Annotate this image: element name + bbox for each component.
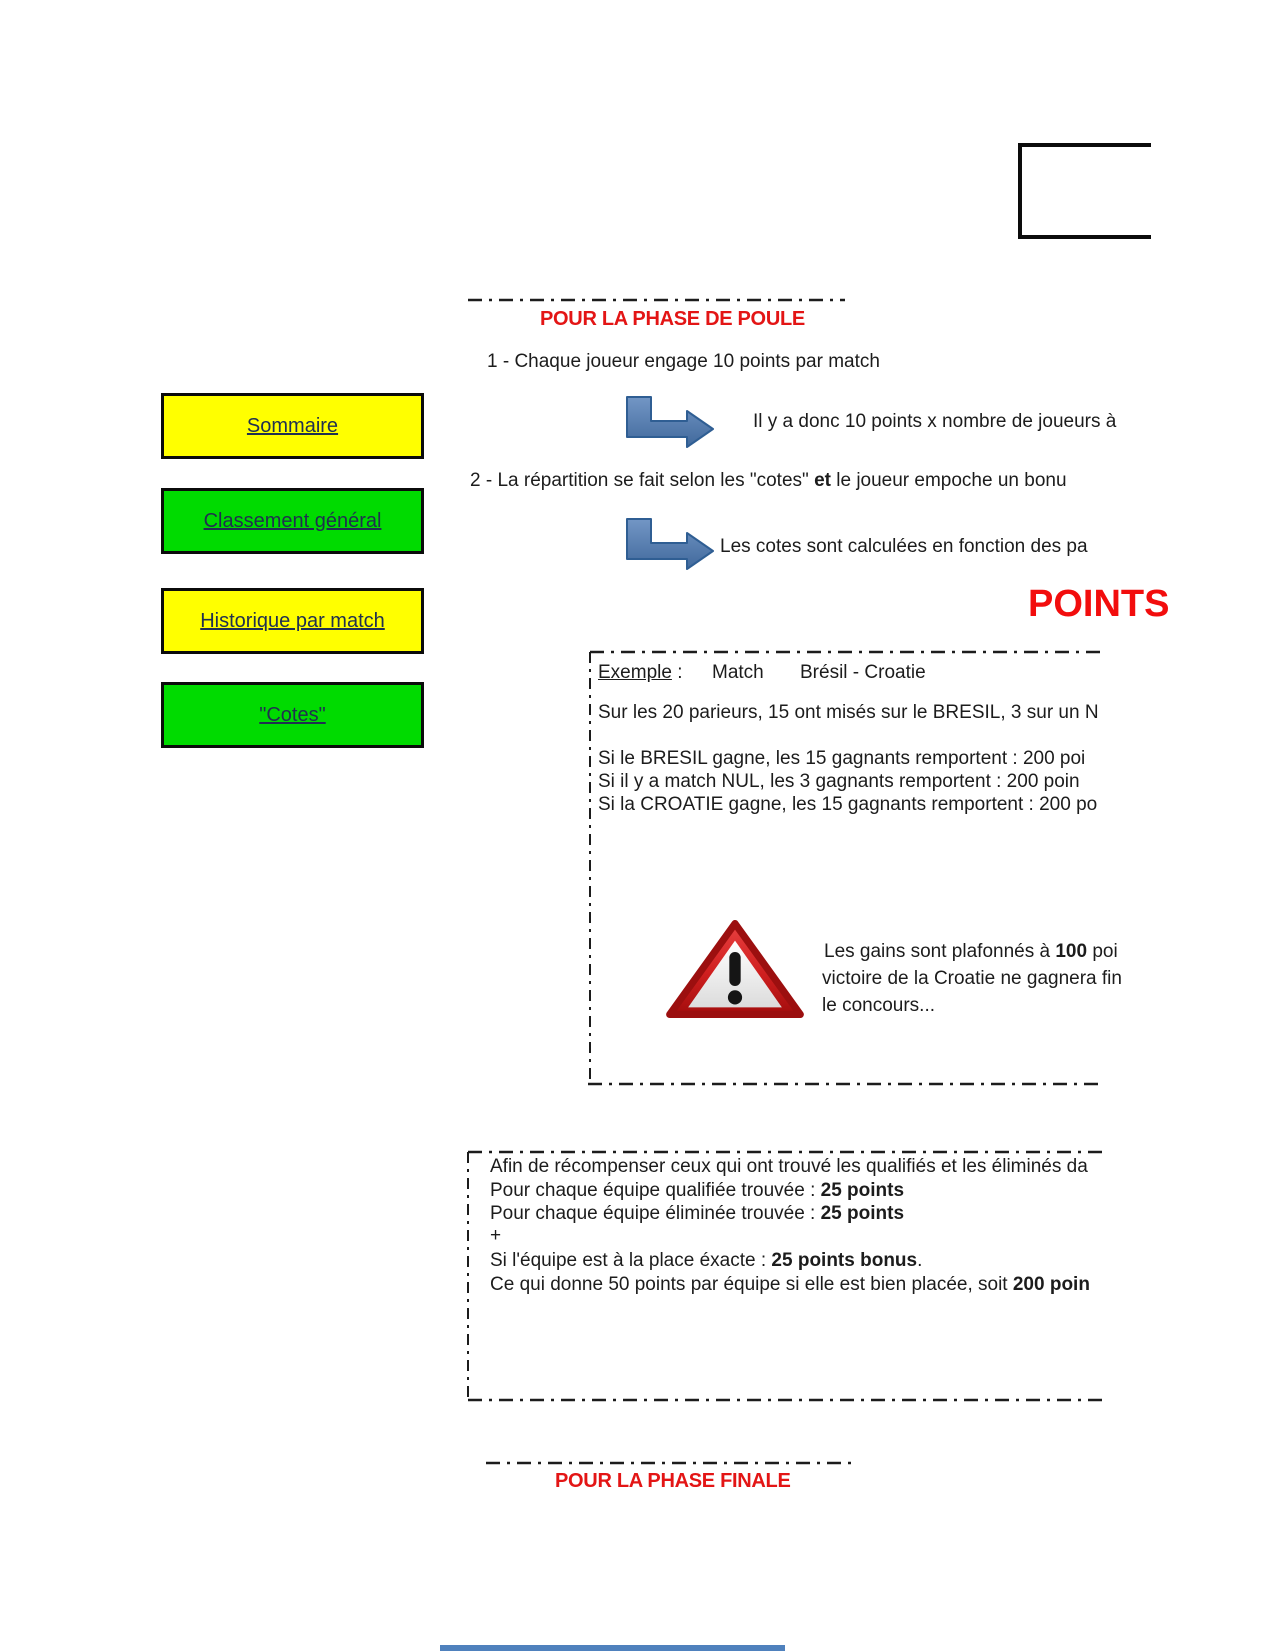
sidebar-button-cotes[interactable]	[161, 682, 424, 748]
cutoff-rectangle-shape	[1018, 143, 1151, 239]
sidebar-button-sommaire[interactable]	[161, 393, 424, 459]
bent-arrow-icon	[627, 397, 713, 447]
finale-section-title: POUR LA PHASE FINALE	[555, 1470, 791, 1492]
warning-icon	[664, 916, 806, 1022]
sidebar-button-historique-par-match[interactable]	[161, 588, 424, 654]
cutoff-blue-shape	[440, 1645, 785, 1651]
qualification-line6: Ce qui donne 50 points par équipe si elle est bien placée, soit 200 poin	[490, 1274, 1090, 1295]
warning-text-line1: Les gains sont plafonnés à 100 poi	[824, 941, 1118, 962]
bent-arrow-icon	[627, 519, 713, 569]
rule1-note-text: Il y a donc 10 points x nombre de joueurs à	[753, 411, 1117, 432]
example-intro-text: Sur les 20 parieurs, 15 ont misés sur le BRESIL, 3 sur un N	[598, 702, 1099, 723]
rule2-note-text: Les cotes sont calculées en fonction des pa	[720, 536, 1088, 557]
sidebar-button-label: Classement général	[203, 509, 382, 532]
example-match-teams: Brésil - Croatie	[800, 662, 926, 683]
sidebar-button-classement-general[interactable]	[161, 488, 424, 554]
rule2-text: 2 - La répartition se fait selon les "cotes" et le joueur empoche un bonu	[470, 470, 1067, 491]
points-title: POINTS	[1028, 583, 1170, 625]
poule-section-title: POUR LA PHASE DE POULE	[540, 308, 805, 330]
example-match-word: Match	[712, 662, 764, 683]
qualification-line1: Afin de récompenser ceux qui ont trouvé les qualifiés et les éliminés da	[490, 1156, 1088, 1177]
example-case1-text: Si le BRESIL gagne, les 15 gagnants remportent : 200 poi	[598, 748, 1086, 769]
rule1-text: 1 - Chaque joueur engage 10 points par match	[487, 351, 880, 372]
warning-text-line2: victoire de la Croatie ne gagnera fin	[822, 968, 1122, 989]
example-case3-text: Si la CROATIE gagne, les 15 gagnants remportent : 200 po	[598, 794, 1098, 815]
example-case2-text: Si il y a match NUL, les 3 gagnants remportent : 200 poin	[598, 771, 1080, 792]
sidebar-button-label: Historique par match	[200, 609, 385, 632]
qualification-line5: Si l'équipe est à la place éxacte : 25 points bonus.	[490, 1250, 923, 1271]
sidebar-button-label: Sommaire	[246, 414, 339, 437]
sidebar-button-label: "Cotes"	[259, 703, 326, 726]
qualification-line2: Pour chaque équipe qualifiée trouvée : 25 points	[490, 1180, 905, 1201]
qualification-line3: Pour chaque équipe éliminée trouvée : 25 points	[490, 1203, 905, 1224]
qualification-line4: +	[490, 1225, 502, 1246]
example-label: Exemple :	[598, 662, 683, 683]
warning-text-line3: le concours...	[822, 995, 935, 1016]
